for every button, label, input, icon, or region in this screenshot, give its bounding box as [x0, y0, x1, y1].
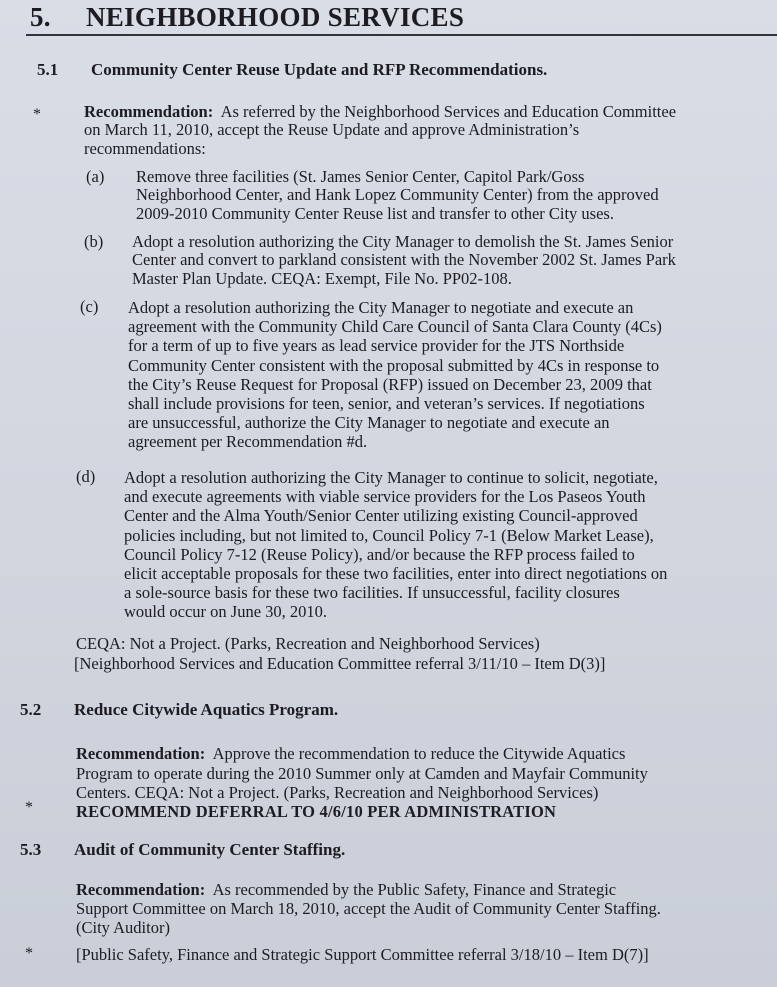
- committee-referral: [Neighborhood Services and Education Committee referral 3/11/10 – Item D(3)]: [74, 654, 606, 673]
- recommendation-label: Recommendation:: [84, 102, 214, 121]
- item-title: Reduce Citywide Aquatics Program.: [74, 700, 339, 719]
- item-number: 5.1: [37, 60, 59, 79]
- item-title: Community Center Reuse Update and RFP Recommendations.: [91, 60, 548, 79]
- sub-item-label: (a): [86, 167, 105, 186]
- deferral-notice: RECOMMEND DEFERRAL TO 4/6/10 PER ADMINISTRATION: [76, 802, 557, 821]
- sub-item-label: (b): [84, 232, 104, 251]
- sub-item-body: Adopt a resolution authorizing the City Manager to continue to solicit, negotiate, and execute agreements with viable service providers for the Los Paseos Youth Center and the Alma Youth/Senior Center utilizing existing Council-approved policies including, but not limited to, Council Policy 7-1 (Below Market Lease), Council Policy 7-12 (Reuse Policy), and/or because the RFP process failed to elicit acceptable proposals for these two facilities, enter into direct negotiations on a sole-source basis for these two facilities. If unsuccessful, facility closures would occur on June 30, 2010.: [124, 468, 668, 622]
- recommendation-text: Recommendation: As referred by the Neighborhood Services and Education Committee on March 11, 2010, accept the Reuse Update and approve Administration’s recommendations:: [84, 102, 677, 158]
- star-marker: *: [25, 945, 33, 962]
- heading-underline: [26, 34, 777, 36]
- recommendation-label: Recommendation:: [76, 880, 206, 899]
- recommendation-text: Recommendation: As recommended by the Public Safety, Finance and Strategic Support Committee on March 18, 2010, accept the Audit of Community Center Staffing. (City Auditor): [76, 880, 661, 937]
- sub-item-label: (d): [76, 467, 96, 486]
- item-number: 5.2: [20, 700, 42, 719]
- sub-item-label: (c): [80, 297, 99, 316]
- ceqa-note: CEQA: Not a Project. (Parks, Recreation and Neighborhood Services): [76, 634, 540, 653]
- committee-referral: [Public Safety, Finance and Strategic Support Committee referral 3/18/10 – Item D(7)]: [76, 945, 649, 964]
- section-number: 5.: [30, 2, 51, 32]
- star-marker: *: [25, 799, 33, 816]
- section-title: NEIGHBORHOOD SERVICES: [86, 2, 465, 32]
- item-number: 5.3: [20, 840, 42, 859]
- recommendation-label: Recommendation:: [76, 744, 206, 763]
- sub-item-body: Adopt a resolution authorizing the City Manager to negotiate and execute an agreement with the Community Child Care Council of Santa Clara County (4Cs) for a term of up to five years as lead service provider for the JTS Northside Community Center consistent with the proposal submitted by 4Cs in response to the City’s Reuse Request for Proposal (RFP) issued on December 23, 2009 that shall include provisions for teen, senior, and veteran’s services. If negotiations are unsuccessful, authorize the City Manager to negotiate and execute an agreement per Recommendation #d.: [128, 298, 662, 452]
- item-title: Audit of Community Center Staffing.: [74, 840, 346, 859]
- star-marker: *: [33, 106, 41, 123]
- recommendation-text: Recommendation: Approve the recommendation to reduce the Citywide Aquatics Program to operate during the 2010 Summer only at Camden and Mayfair Community Centers. CEQA: Not a Project. (Parks, Recreation and Neighborhood Services): [76, 744, 648, 802]
- sub-item-body: Remove three facilities (St. James Senior Center, Capitol Park/Goss Neighborhood Center, and Hank Lopez Community Center) from the approved 2009-2010 Community Center Reuse list and transfer to other City uses.: [136, 167, 659, 223]
- sub-item-body: Adopt a resolution authorizing the City Manager to demolish the St. James Senior Center and convert to parkland consistent with the November 2002 St. James Park Master Plan Update. CEQA: Exempt, File No. PP02-108.: [132, 232, 676, 288]
- section-heading: [30, 2, 464, 33]
